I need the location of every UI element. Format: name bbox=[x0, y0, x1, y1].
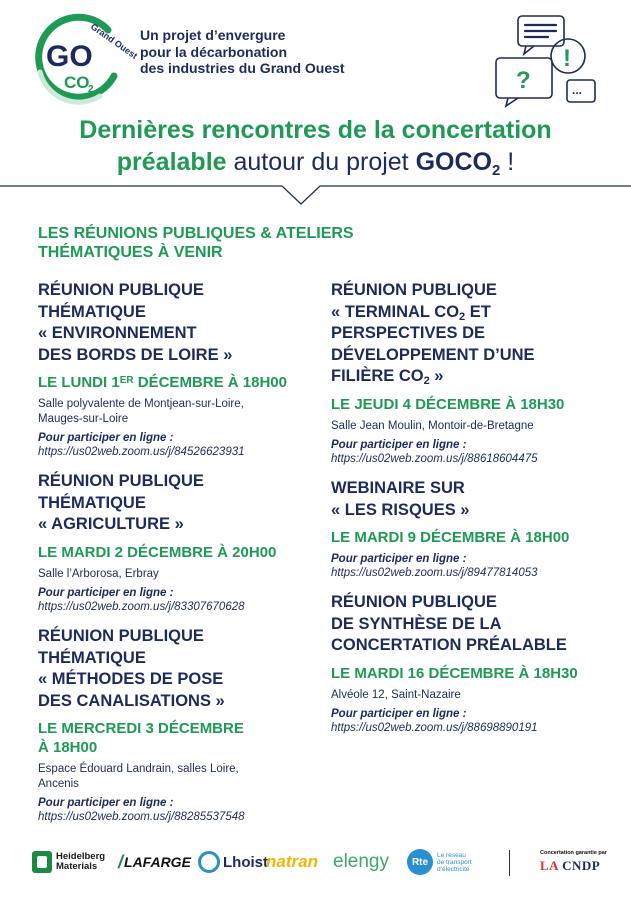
goco2-logo bbox=[30, 14, 140, 104]
event-title: RÉUNION PUBLIQUE THÉMATIQUE « MÉTHODES DE POSE DES CANALISATIONS » bbox=[38, 627, 225, 710]
bubble-dots: ... bbox=[572, 83, 583, 97]
event-place: Alvéole 12, Saint-Nazaire bbox=[331, 688, 461, 701]
title-divider bbox=[0, 180, 631, 210]
tagline bbox=[140, 27, 345, 77]
event-place: Salle l’Arborosa, Erbray bbox=[38, 567, 159, 580]
title-green-2: préalable bbox=[116, 148, 227, 176]
event-synthese bbox=[331, 592, 621, 735]
event-online-label: Pour participer en ligne : bbox=[331, 708, 467, 720]
logo-co-index: 2 bbox=[88, 84, 94, 95]
heidelberg-logo bbox=[32, 842, 105, 882]
event-date: LE MARDI 16 DÉCEMBRE À 18H30 bbox=[331, 664, 578, 682]
bubble-exclamation: ! bbox=[563, 45, 571, 72]
event-online-label: Pour participer en ligne : bbox=[38, 432, 174, 444]
event-zoom-link[interactable]: https://us02web.zoom.us/j/88618604475 bbox=[331, 453, 538, 465]
events-left-column bbox=[38, 280, 318, 836]
event-online-label: Pour participer en ligne : bbox=[38, 797, 174, 809]
event-date: LE MARDI 2 DÉCEMBRE À 20H00 bbox=[38, 543, 277, 561]
tagline-line: des industries du Grand Ouest bbox=[140, 60, 345, 76]
title-end: ! bbox=[507, 148, 515, 176]
events-right-column bbox=[331, 280, 621, 747]
event-date: LE MARDI 9 DÉCEMBRE À 18H00 bbox=[331, 529, 570, 546]
event-title: RÉUNION PUBLIQUE THÉMATIQUE « AGRICULTURE » bbox=[38, 472, 204, 533]
event-zoom-link[interactable]: https://us02web.zoom.us/j/84526623931 bbox=[38, 446, 245, 458]
event-webinaire-risques bbox=[331, 478, 621, 580]
tagline-line: pour la décarbonation bbox=[140, 43, 288, 60]
section-title-line: LES RÉUNIONS PUBLIQUES & ATELIERS bbox=[38, 225, 354, 242]
event-title: WEBINAIRE SUR « LES RISQUES » bbox=[331, 479, 470, 519]
event-place: Salle polyvalente de Montjean-sur-Loire, Mauges-sur-Loire bbox=[38, 398, 244, 425]
event-zoom-link[interactable]: https://us02web.zoom.us/j/88285537548 bbox=[38, 811, 245, 823]
heidelberg-sub: Materials bbox=[56, 861, 98, 872]
footer-separator bbox=[509, 850, 510, 876]
section-title bbox=[38, 224, 354, 262]
speech-bubbles-icon bbox=[490, 10, 602, 110]
event-online-label: Pour participer en ligne : bbox=[331, 439, 467, 451]
page-title bbox=[20, 114, 611, 178]
lhoist-logo: Lhoist bbox=[198, 842, 268, 882]
rte-logo: Rte Le réseau de transport d’électricité bbox=[407, 842, 472, 882]
section-title-line: THÉMATIQUES À VENIR bbox=[38, 244, 223, 261]
event-title: RÉUNION PUBLIQUE THÉMATIQUE « ENVIRONNEMENT DES BORDS DE LOIRE » bbox=[38, 281, 233, 364]
event-canalisations bbox=[38, 626, 318, 824]
lafarge-logo: / LAFARGE bbox=[118, 851, 191, 872]
title-project: $GOCO_2$ bbox=[415, 148, 501, 179]
event-zoom-link[interactable]: https://us02web.zoom.us/j/89477814053 bbox=[331, 567, 538, 579]
event-online-label: Pour participer en ligne : bbox=[331, 553, 467, 565]
event-date: LE JEUDI 4 DÉCEMBRE À 18H30 bbox=[331, 395, 565, 413]
logo-go: GO bbox=[46, 40, 93, 73]
heidelberg-mark-icon bbox=[32, 851, 52, 873]
elengy-logo: elengy bbox=[333, 851, 389, 872]
title-project-sub: 2 bbox=[491, 162, 501, 179]
tagline-line: Un projet d’envergure bbox=[140, 27, 286, 43]
event-terminal-co2 bbox=[331, 280, 621, 466]
event-date: LE MERCREDI 3 DÉCEMBRE À 18H00 bbox=[38, 720, 244, 756]
event-title: RÉUNION PUBLIQUE DE SYNTHÈSE DE LA CONCERTATION PRÉALABLE bbox=[331, 593, 567, 654]
event-zoom-link[interactable]: https://us02web.zoom.us/j/83307670628 bbox=[38, 601, 245, 613]
lhoist-circle-icon bbox=[198, 851, 220, 873]
event-online-label: Pour participer en ligne : bbox=[38, 587, 174, 599]
logo-co: CO bbox=[64, 73, 90, 92]
event-title: RÉUNION PUBLIQUE « TERMINAL $CO_2$ ET PERSPECTIVES DE DÉVELOPPEMENT D’UNE FILIÈRE $CO_2$ » bbox=[331, 281, 535, 387]
event-place: Espace Édouard Landrain, salles Loire, Ancenis bbox=[38, 763, 239, 790]
event-zoom-link[interactable]: https://us02web.zoom.us/j/88698890191 bbox=[331, 722, 538, 734]
bubble-question: ? bbox=[516, 67, 531, 94]
event-date: LE LUNDI 1ER DÉCEMBRE À 18H00 bbox=[38, 374, 287, 391]
event-agriculture bbox=[38, 471, 318, 614]
title-regular: autour du projet bbox=[233, 148, 409, 176]
cndp-logo: Concertation garantie par LA CNDP bbox=[540, 850, 607, 873]
event-environnement bbox=[38, 280, 318, 459]
heidelberg-name: Heidelberg bbox=[56, 851, 106, 862]
partner-logos bbox=[0, 842, 631, 882]
title-green-1: Dernières rencontres de la concertation bbox=[79, 116, 552, 144]
lafarge-slash-icon: / bbox=[118, 851, 124, 872]
natran-logo: natran bbox=[266, 852, 318, 871]
cndp-caption: Concertation garantie par bbox=[540, 850, 607, 856]
logo-arc-text: Grand Ouest bbox=[88, 21, 140, 61]
event-place: Salle Jean Moulin, Montoir-de-Bretagne bbox=[331, 419, 534, 432]
rte-circle-icon: Rte bbox=[407, 849, 433, 875]
